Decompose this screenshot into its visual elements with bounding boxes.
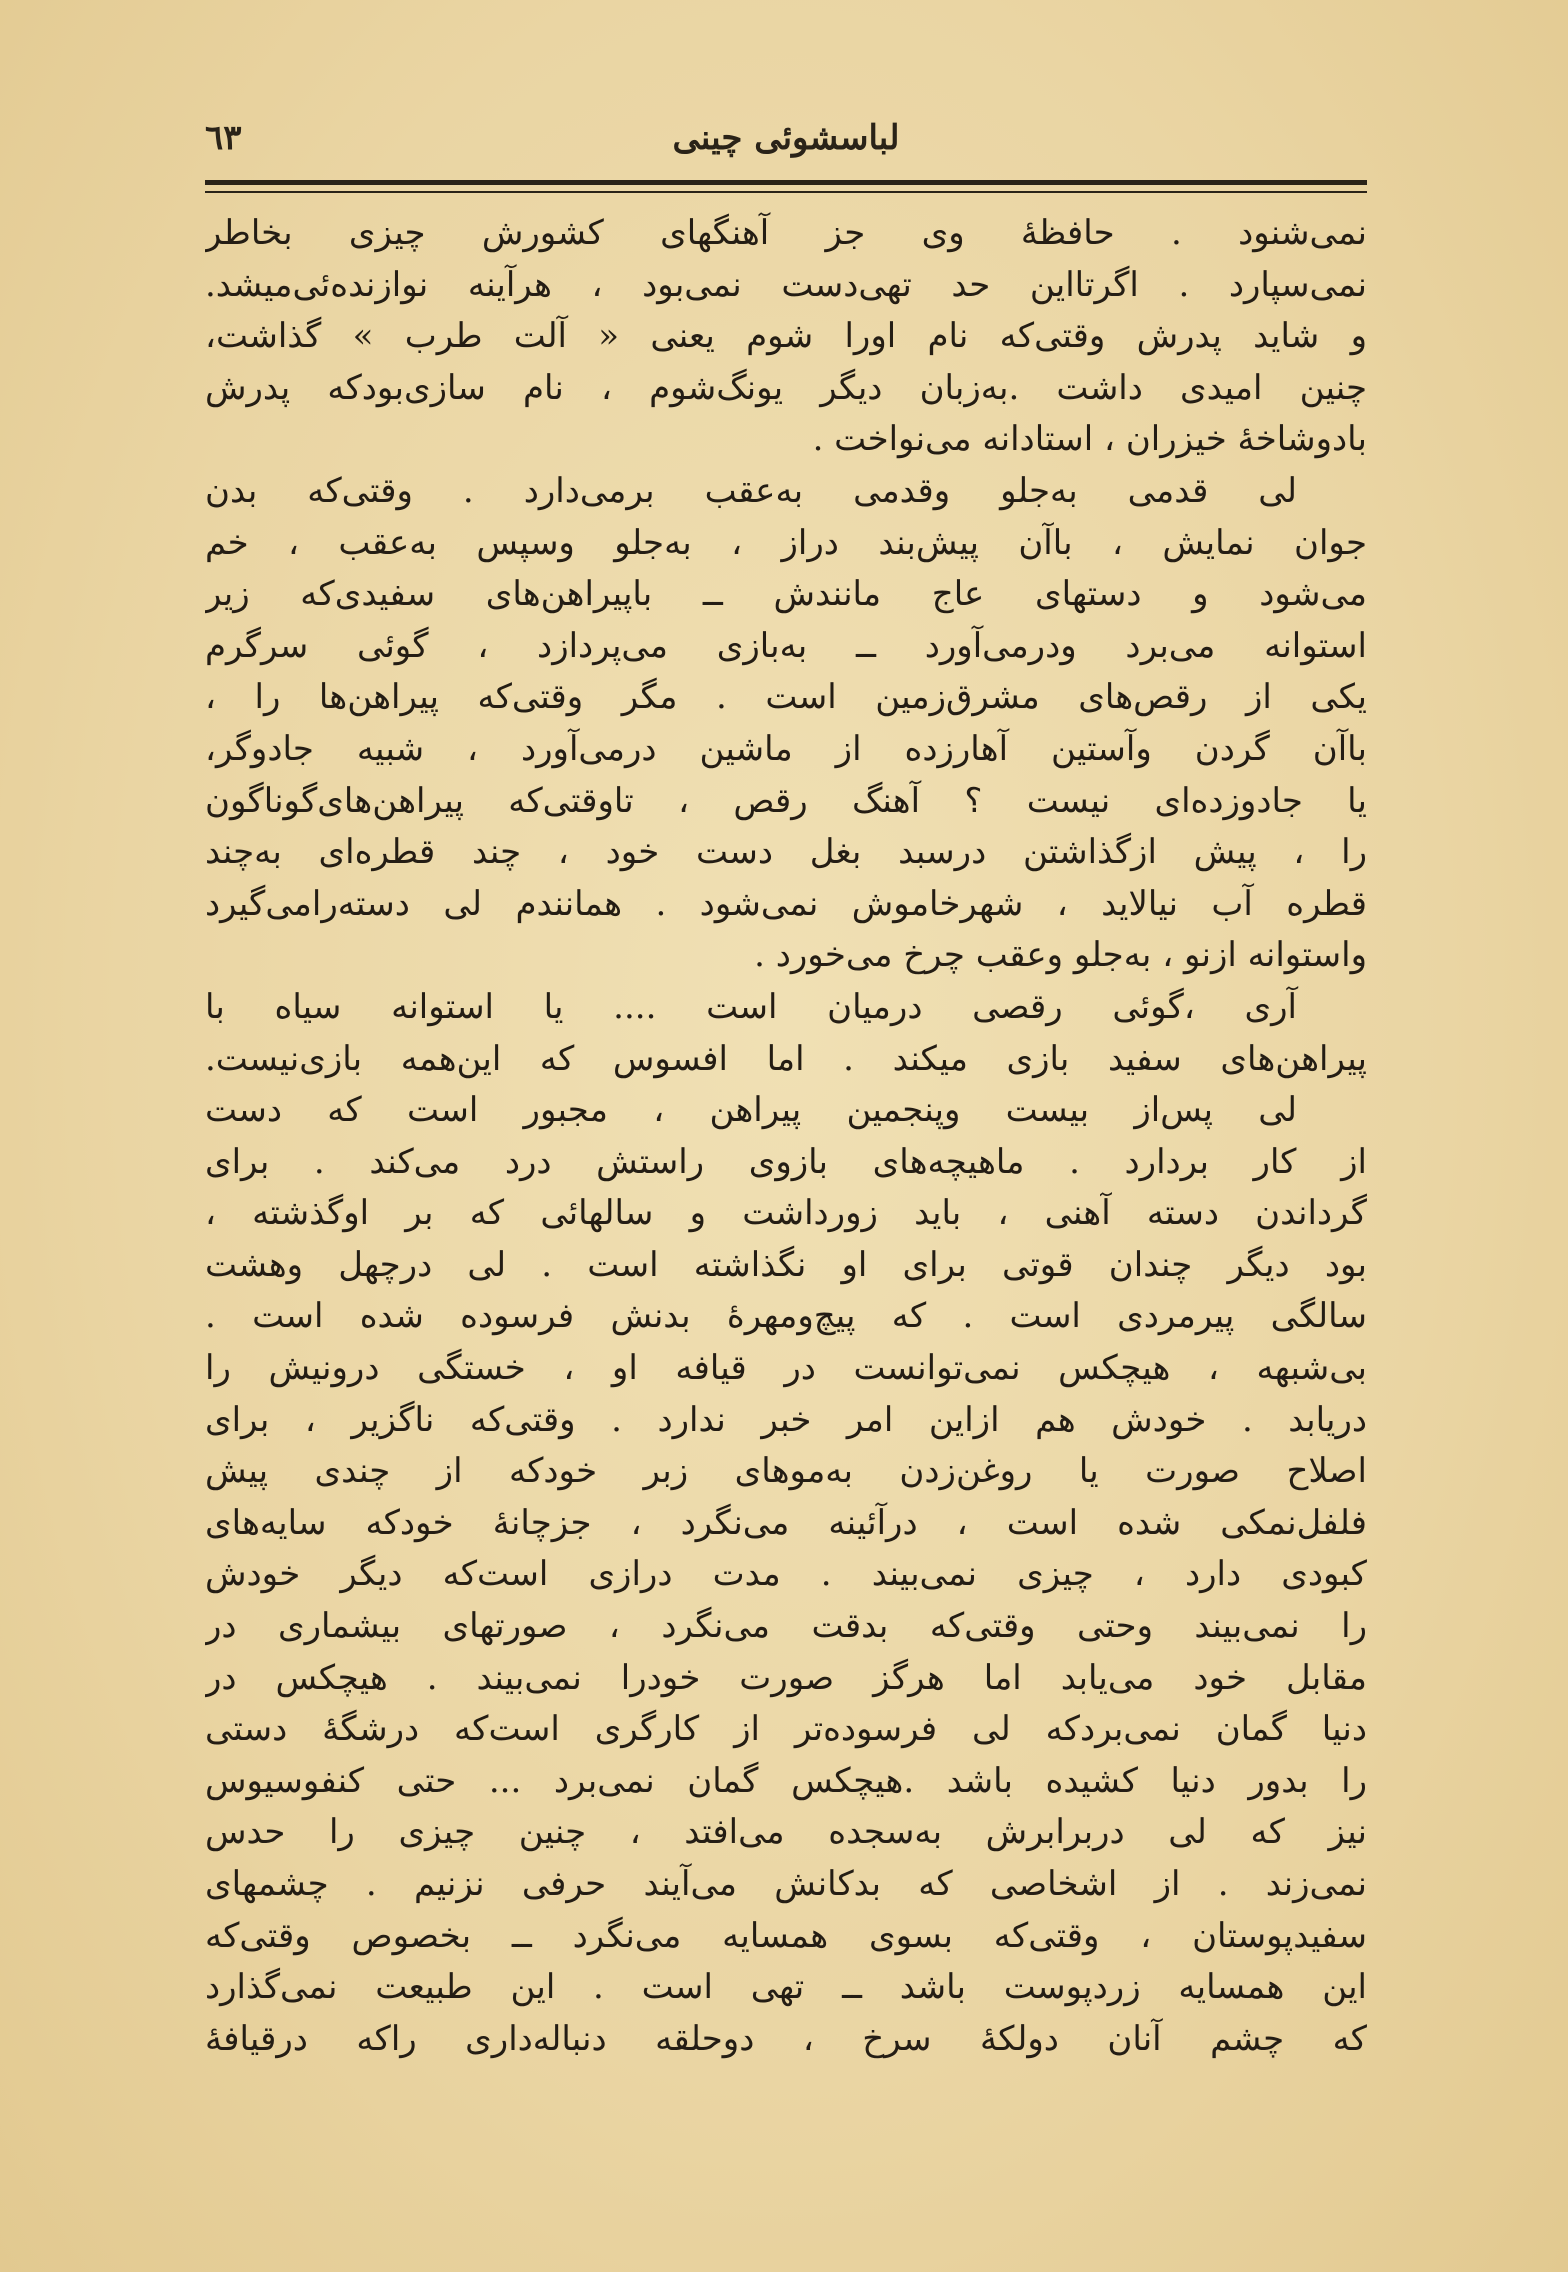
- text-line: که چشم آنان دولکهٔ سرخ ، دوحلقه دنباله‌داری راکه درقیافهٔ: [205, 2018, 1367, 2059]
- text-line: نمی‌سپارد . اگرتااین حد تهی‌دست نمی‌بود ، هرآینه نوازنده‌ئی‌میشد.: [205, 264, 1367, 305]
- text-line: می‌شود و دستهای عاج مانندش ــ باپیراهن‌های سفیدی‌که زیر: [205, 574, 1367, 615]
- page-header: [205, 118, 1367, 180]
- body-text: [205, 208, 1367, 2065]
- text-line: یکی از رقص‌های مشرق‌زمین است . مگر وقتی‌که پیراهن‌ها را ،: [205, 677, 1367, 718]
- text-line: بادوشاخهٔ خیزران ، استادانه می‌نواخت .: [812, 419, 1367, 460]
- text-line: از کار بردارد . ماهیچه‌های بازوی راستش درد می‌کند . برای: [205, 1141, 1367, 1182]
- text-line: یا جادوزده‌ای نیست ؟ آهنگ رقص ، تاوقتی‌که پیراهن‌های‌گوناگون: [205, 780, 1367, 821]
- text-line: سالگی پیرمردی است . که پیچ‌ومهرهٔ بدنش فرسوده شده است .: [205, 1296, 1367, 1337]
- text-line: و شاید پدرش وقتی‌که نام اورا شوم یعنی « آلت طرب » گذاشت،: [205, 316, 1367, 357]
- text-line: دنیا گمان نمی‌بردکه لی فرسوده‌تر از کارگری است‌که درشگهٔ دستی: [205, 1709, 1367, 1750]
- text-line: قطره آب نیالاید ، شهرخاموش نمی‌شود . همانندم لی دسته‌رامی‌گیرد: [205, 883, 1367, 924]
- text-line: لی پس‌از بیست وپنجمین پیراهن ، مجبور است که دست: [205, 1090, 1297, 1131]
- text-line: دریابد . خودش هم ازاین امر خبر ندارد . وقتی‌که ناگزیر ، برای: [205, 1399, 1367, 1440]
- text-line: جوان نمایش ، باآن پیش‌بند دراز ، به‌جلو وسپس به‌عقب ، خم: [205, 522, 1367, 563]
- text-line: اصلاح صورت یا روغن‌زدن به‌موهای زبر خودکه از چندی پیش: [205, 1451, 1367, 1492]
- text-line: را ، پیش ازگذاشتن درسبد بغل دست خود ، چند قطره‌ای به‌چند: [205, 832, 1367, 873]
- text-line: استوانه می‌برد ودرمی‌آورد ــ به‌بازی می‌پردازد ، گوئی سرگرم: [205, 625, 1367, 666]
- text-line: بود دیگر چندان قوتی برای او نگذاشته است . لی درچهل وهشت: [205, 1244, 1367, 1285]
- text-line: نمی‌زند . از اشخاصی که بدکانش می‌آیند حرفی نزنیم . چشمهای: [205, 1864, 1367, 1904]
- text-line: این همسایه زردپوست باشد ــ تهی است . این طبیعت نمی‌گذارد: [205, 1967, 1367, 2008]
- text-line: لی قدمی به‌جلو وقدمی به‌عقب برمی‌دارد . وقتی‌که بدن: [205, 470, 1297, 511]
- text-line: نیز که لی دربرابرش به‌سجده می‌افتد ، چنین چیزی را حدس: [205, 1812, 1367, 1853]
- text-line: مقابل خود می‌یابد اما هرگز صورت خودرا نمی‌بیند . هیچکس در: [205, 1657, 1367, 1698]
- text-line: واستوانه ازنو ، به‌جلو وعقب چرخ می‌خورد .: [754, 935, 1367, 976]
- text-line: سفیدپوستان ، وقتی‌که بسوی همسایه می‌نگرد ــ بخصوص وقتی‌که: [205, 1915, 1367, 1956]
- text-line: پیراهن‌های سفید بازی میکند . اما افسوس که این‌همه بازی‌نیست.: [205, 1038, 1367, 1079]
- text-line: آری ،گوئی رقصی درمیان است .... یا استوانه سیاه با: [205, 986, 1297, 1027]
- header-rule-thin: [205, 191, 1367, 193]
- text-line: باآن گردن وآستین آهارزده از ماشین درمی‌آورد ، شبیه جادوگر،: [205, 728, 1367, 769]
- text-line: گرداندن دسته آهنی ، باید زورداشت و سالهائی که بر اوگذشته ،: [205, 1193, 1367, 1234]
- text-line: فلفل‌نمکی شده است ، درآئینه می‌نگرد ، جزچانهٔ خودکه سایه‌های: [205, 1502, 1367, 1543]
- text-line: کبودی دارد ، چیزی نمی‌بیند . مدت درازی است‌که دیگر خودش: [205, 1554, 1367, 1595]
- text-line: را بدور دنیا کشیده باشد .هیچکس گمان نمی‌برد ... حتی کنفوسیوس: [205, 1760, 1367, 1801]
- text-line: چنین امیدی داشت .به‌زبان دیگر یونگ‌شوم ، نام سازی‌بودکه پدرش: [205, 367, 1367, 408]
- running-title: لباسشوئی چینی: [672, 118, 900, 158]
- text-line: را نمی‌بیند وحتی وقتی‌که بدقت می‌نگرد ، صورتهای بیشماری در: [205, 1606, 1367, 1647]
- header-rule-thick: [205, 180, 1367, 185]
- page-number: ٦٣: [205, 118, 242, 158]
- text-line: بی‌شبهه ، هیچکس نمی‌توانست در قیافه او ، خستگی درونیش را: [205, 1348, 1367, 1389]
- text-line: نمی‌شنود . حافظهٔ وی جز آهنگهای کشورش چیزی بخاطر: [205, 213, 1367, 253]
